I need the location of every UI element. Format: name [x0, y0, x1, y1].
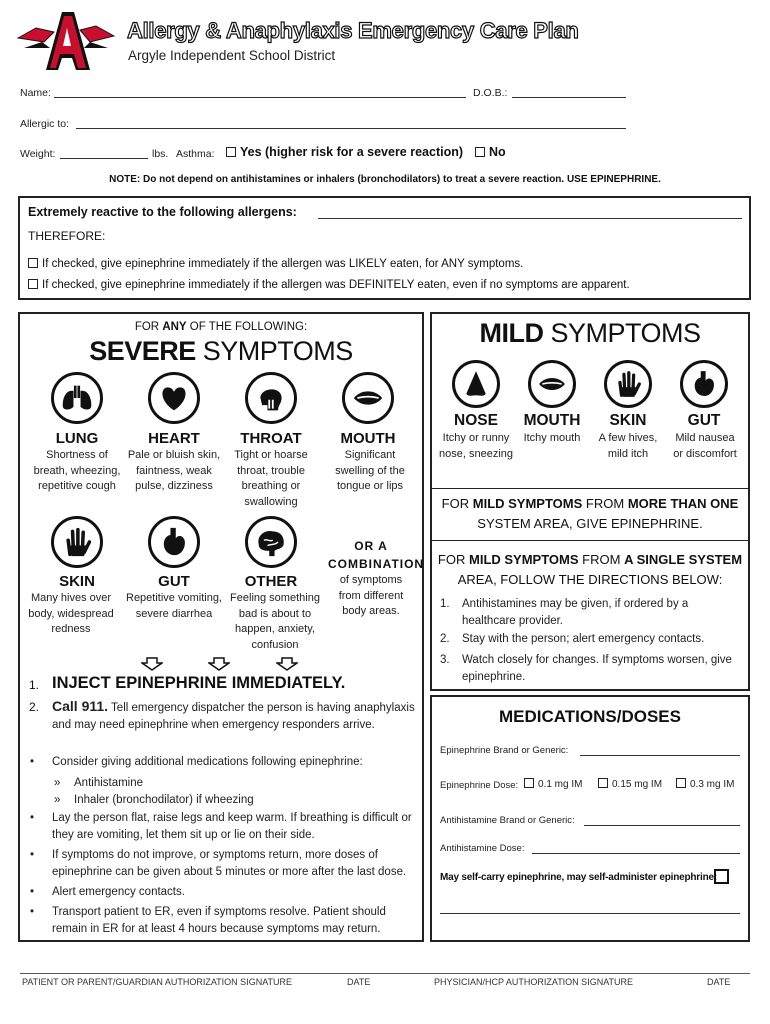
school-logo [14, 8, 118, 74]
allergens-heading: Extremely reactive to the following allergens: [28, 205, 297, 219]
mild-label-gut: GUT [687, 412, 721, 429]
asthma-no-option[interactable]: No [475, 145, 506, 159]
combination-desc: of symptoms from different body areas. [338, 574, 404, 617]
mild-direction-3: Watch closely for changes. If symptoms worsen, give epinephrine. [462, 654, 732, 683]
dose-checkbox[interactable] [598, 778, 608, 788]
lbs-label: lbs. [152, 148, 169, 160]
physician-signature-label: PHYSICIAN/HCP AUTHORIZATION SIGNATURE [434, 977, 634, 987]
medications-box [430, 695, 750, 942]
weight-field[interactable] [60, 158, 148, 159]
physician-date-label: DATE [707, 977, 731, 987]
epi-brand-field[interactable] [580, 755, 740, 756]
severe-label-skin: SKIN [59, 573, 95, 590]
severe-label-other: OTHER [244, 573, 298, 590]
mild-label-mouth: MOUTH [523, 412, 581, 429]
lungs-icon [51, 372, 103, 424]
definitely-checkbox[interactable] [28, 279, 38, 289]
epi-brand-label: Epinephrine Brand or Generic: [440, 745, 569, 756]
step-1-inject: INJECT EPINEPHRINE IMMEDIATELY. [52, 674, 346, 692]
asthma-yes-checkbox[interactable] [226, 147, 236, 157]
self-carry-label: May self-carry epinephrine, may self-administer epinephrine: [440, 872, 717, 883]
mild-desc-nose: Itchy or runny nose, sneezing [439, 432, 513, 460]
signature-line[interactable] [20, 973, 750, 974]
bullet-repeat-dose: If symptoms do not improve, or symptoms return, more doses of epinephrine can be given about 5 minutes or more after the last dose. [52, 849, 407, 878]
severe-desc-mouth: Significant swelling of the tongue or lips [335, 449, 405, 492]
severe-desc-gut: Repetitive vomiting, severe diarrhea [126, 592, 222, 620]
dob-label: D.O.B.: [473, 87, 508, 99]
brain-icon [245, 516, 297, 568]
medications-title: MEDICATIONS/DOSES [499, 707, 681, 726]
antihistamine-dose-label: Antihistamine Dose: [440, 843, 525, 854]
heart-icon [148, 372, 200, 424]
allergic-to-field[interactable] [76, 128, 626, 129]
dose-checkbox[interactable] [676, 778, 686, 788]
asthma-no-checkbox[interactable] [475, 147, 485, 157]
divider [432, 540, 748, 541]
dose-option-0-1[interactable]: 0.1 mg IM [524, 778, 582, 790]
name-label: Name: [20, 87, 51, 99]
dob-field[interactable] [512, 97, 626, 98]
sub-inhaler: Inhaler (bronchodilator) if wheezing [74, 794, 254, 806]
patient-date-label: DATE [347, 977, 371, 987]
divider [432, 488, 748, 489]
mild-direction-1: Antihistamines may be given, if ordered by a healthcare provider. [462, 598, 689, 627]
sub-antihistamine: Antihistamine [74, 777, 144, 789]
throat-icon [245, 372, 297, 424]
allergens-field[interactable] [318, 218, 742, 219]
single-system-instruction: FOR MILD SYMPTOMS FROM A SINGLE SYSTEM AREA, FOLLOW THE DIRECTIONS BELOW: [437, 552, 743, 587]
dose-checkbox[interactable] [524, 778, 534, 788]
definitely-option[interactable]: If checked, give epinephrine immediately if the allergen was DEFINITELY eaten, even if no symptoms are apparent. [28, 279, 630, 291]
likely-option[interactable]: If checked, give epinephrine immediately if the allergen was LIKELY eaten, for ANY symptoms. [28, 258, 523, 270]
severe-symptoms-box: FOR ANY OF THE FOLLOWING: SEVERE SYMPTOMS LUNG HEART THROAT MOUTH Shortness of breath, wheezing, repetitive cough Pale or bluish skin, faintness, weak pulse, dizziness Tight or hoarse throat, trouble breathing or swallowing Significant swelling of the tongue or lips SKIN GUT OTHER Many hives over body, widespread redness Repetitive vomiting, severe diarrhea Feeling something bad is about to happen, anxiety, confusion OR A COMBINATION of symptoms from different body areas. 1. INJECT EPINEPHRINE IMMEDIATELY. 2. Call 911. Tell emergency dispatcher the person is having anaphylaxis and may need epinephrine when emergency responders arrive. • Consider giving additional medications following epinephrine: » Antihistamine » Inhaler (bronchodilator) if wheezing • Lay the person flat, raise legs and keep warm. If breathing is difficult or they are vomiting, let them sit up or lie on their side. • If symptoms do not improve, or symptoms return, more doses of epinephrine can be given about 5 minutes or more after the last dose. • Alert emergency contacts. • Transport patient to ER, even if symptoms resolve. Patient should remain in ER for at least 4 hours because symptoms may return. [18, 312, 424, 942]
epi-dose-label: Epinephrine Dose: [440, 780, 519, 791]
severe-label-throat: THROAT [240, 430, 302, 447]
severe-desc-throat: Tight or hoarse throat, trouble breathing or swallowing [234, 449, 308, 508]
district-name: Argyle Independent School District [128, 48, 336, 63]
asthma-label: Asthma: [176, 148, 215, 160]
mild-desc-gut: Mild nausea or discomfort [673, 432, 737, 460]
antihistamine-brand-label: Antihistamine Brand or Generic: [440, 815, 575, 826]
dose-option-0-15[interactable]: 0.15 mg IM [598, 778, 662, 790]
severe-desc-lung: Shortness of breath, wheezing, repetitive cough [33, 449, 121, 492]
bullet-transport: Transport patient to ER, even if symptoms resolve. Patient should remain in ER for at least 4 hours because symptoms may return. [52, 906, 386, 935]
self-carry-checkbox[interactable] [714, 869, 729, 884]
severe-label-gut: GUT [158, 573, 190, 590]
bullet-alert-contacts: Alert emergency contacts. [52, 886, 185, 898]
bullet-lay-flat: Lay the person flat, raise legs and keep warm. If breathing is difficult or they are vomiting, let them sit up or lie on their side. [52, 812, 412, 841]
hand-icon [51, 516, 103, 568]
severe-title: SEVERE SYMPTOMS [89, 336, 353, 366]
step-1-number: 1. [29, 678, 40, 692]
for-any-heading: FOR ANY OF THE FOLLOWING: [134, 321, 308, 333]
antihistamine-brand-field[interactable] [584, 825, 740, 826]
mild-desc-mouth: Itchy mouth [523, 432, 581, 444]
likely-checkbox[interactable] [28, 258, 38, 268]
severe-label-mouth: MOUTH [340, 430, 396, 447]
mild-desc-skin: A few hives, mild itch [598, 432, 658, 460]
allergen-box [18, 196, 751, 300]
stomach-icon [148, 516, 200, 568]
page-title: Allergy & Anaphylaxis Emergency Care Plan [127, 18, 579, 43]
bullet-additional-meds: Consider giving additional medications following epinephrine: [52, 756, 363, 768]
name-field[interactable] [54, 97, 466, 98]
hand-icon [604, 360, 652, 408]
mouth-icon [528, 360, 576, 408]
allergic-to-label: Allergic to: [20, 118, 70, 130]
step-2-call: Call 911. Tell emergency dispatcher the person is having anaphylaxis and may need epinephrine when emergency responders arrive. [52, 698, 415, 731]
antihistamine-dose-field[interactable] [532, 853, 740, 854]
severe-label-heart: HEART [148, 430, 200, 447]
self-carry-notes-field[interactable] [440, 913, 740, 914]
dose-option-0-3[interactable]: 0.3 mg IM [676, 778, 734, 790]
therefore-label: THEREFORE: [28, 229, 106, 243]
severe-desc-heart: Pale or bluish skin, faintness, weak pulse, dizziness [127, 449, 221, 492]
mild-title: MILD SYMPTOMS [479, 318, 701, 348]
nose-icon [452, 360, 500, 408]
antihistamine-note: NOTE: Do not depend on antihistamines or inhalers (bronchodilators) to treat a severe reaction. USE EPINEPHRINE. [109, 174, 661, 185]
weight-label: Weight: [20, 148, 56, 160]
stomach-icon [680, 360, 728, 408]
mild-label-skin: SKIN [609, 412, 647, 429]
asthma-yes-option[interactable]: Yes (higher risk for a severe reaction) [226, 145, 463, 159]
patient-signature-label: PATIENT OR PARENT/GUARDIAN AUTHORIZATION SIGNATURE [22, 977, 293, 987]
mild-label-nose: NOSE [454, 412, 498, 429]
mouth-icon [342, 372, 394, 424]
step-2-number: 2. [29, 700, 40, 714]
severe-desc-skin: Many hives over body, widespread redness [28, 592, 114, 635]
severe-label-lung: LUNG [55, 430, 99, 447]
combination-title: OR A COMBINATION [328, 539, 425, 571]
severe-desc-other: Feeling something bad is about to happen, anxiety, confusion [230, 592, 320, 651]
mild-direction-2: Stay with the person; alert emergency contacts. [462, 633, 705, 645]
mild-symptoms-box: MILD SYMPTOMS NOSE MOUTH SKIN GUT Itchy or runny nose, sneezing Itchy mouth A few hives, mild itch Mild nausea or discomfort FOR MILD SYMPTOMS FROM MORE THAN ONE SYSTEM AREA, GIVE EPINEPHRINE. FOR MILD SYMPTOMS FROM A SINGLE SYSTEM AREA, FOLLOW THE DIRECTIONS BELOW: 1. Antihistamines may be given, if ordered by a healthcare provider. 2. Stay with the person; alert emergency contacts. 3. Watch closely for changes. If symptoms worsen, give epinephrine. [430, 312, 750, 691]
more-than-one-instruction: FOR MILD SYMPTOMS FROM MORE THAN ONE SYSTEM AREA, GIVE EPINEPHRINE. [441, 496, 739, 531]
